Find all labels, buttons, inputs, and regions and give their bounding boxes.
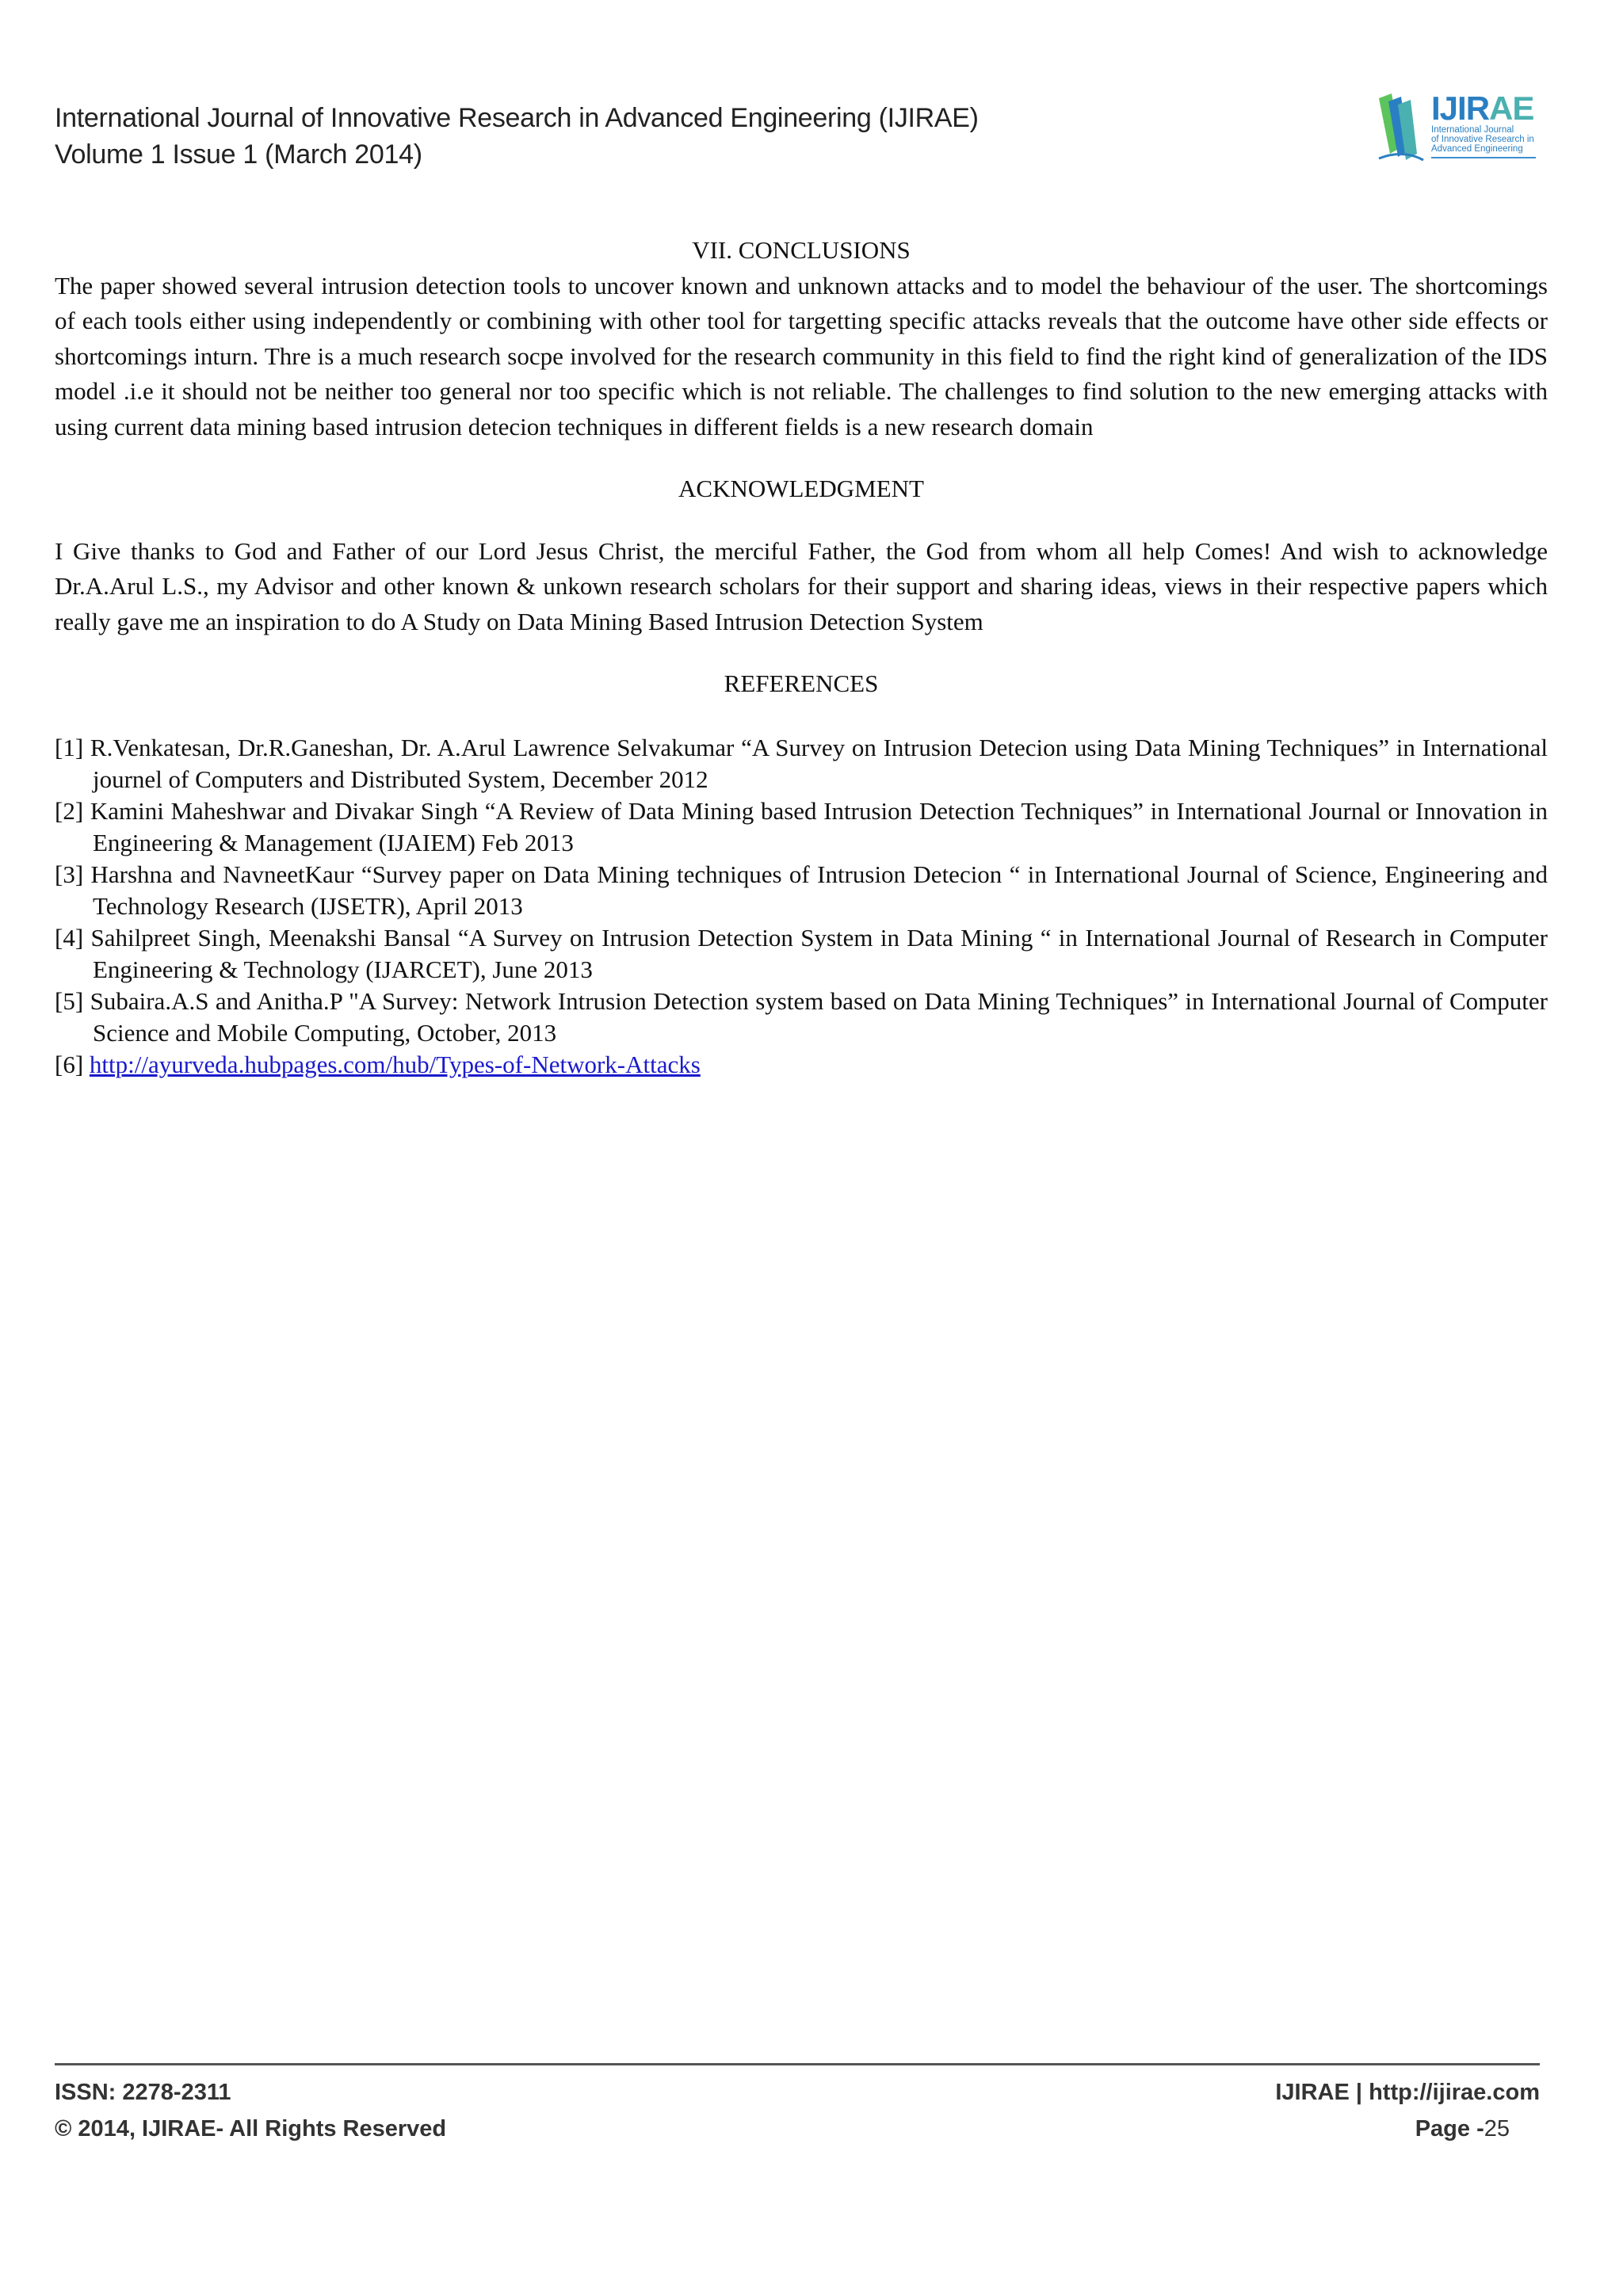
reference-link[interactable]: http://ayurveda.hubpages.com/hub/Types-of-Network-Attacks <box>89 1050 701 1078</box>
spacer <box>55 444 1548 471</box>
footer-right <box>1275 2074 1540 2147</box>
journal-header <box>55 100 979 173</box>
logo-subtitle-line1: International Journal <box>1431 125 1514 135</box>
logo-subtitle-line2: of Innovative Research in <box>1431 135 1534 144</box>
page-content <box>55 233 1548 1081</box>
footer-page <box>1275 2111 1540 2147</box>
reference-list <box>55 732 1548 1081</box>
reference-item-5: [5] Subaira.A.S and Anitha.P "A Survey: Network Intrusion Detection system based on Data Mining Techniques” in International Journal of Computer Science and Mobile Computing, October, 2013 <box>55 986 1548 1047</box>
spacer <box>55 702 1548 732</box>
logo-book-icon <box>1374 90 1430 166</box>
page-label: Page - <box>1415 2116 1484 2142</box>
conclusions-paragraph: The paper showed several intrusion detection tools to uncover known and unknown attacks and to model the behaviour of the user. The shortcomings of each tools either using independently or combining with other tool for targetting specific attacks reveals that the outcome have other side effects or shortcomings inturn. Thre is a much research socpe involved for the research community in this field to find the right kind of generalization of the IDS model .i.e it should not be neither too general nor too specific which is not reliable. The challenges to find solution to the new emerging attacks with using current data mining based intrusion detecion techniques in different fields is a new research domain <box>55 271 1548 441</box>
acknowledgment-paragraph: I Give thanks to God and Father of our Lord Jesus Christ, the merciful Father, the God from whom all help Comes! And wish to acknowledge Dr.A.Arul L.S., my Advisor and other known & unkown research scholars for their support and sharing ideas, views in their respective papers which really gave me an inspiration to do A Study on Data Mining Based Intrusion Detection System <box>55 536 1548 635</box>
footer-issn: ISSN: 2278-2311 <box>55 2080 231 2105</box>
ijirae-logo <box>1374 90 1541 166</box>
logo-underline <box>1431 157 1536 158</box>
reference-item-3: [3] Harshna and NavneetKaur “Survey paper on Data Mining techniques of Intrusion Detecion “ in International Journal of Science, Engineering and Technology Research (IJSETR), April 2013 <box>55 860 1548 920</box>
volume-issue: Volume 1 Issue 1 (March 2014) <box>55 139 422 170</box>
page-number: 25 <box>1484 2116 1510 2142</box>
spacer <box>55 507 1548 534</box>
logo-wordmark-accent: AE <box>1489 90 1534 127</box>
footer-site: IJIRAE | http://ijirae.com <box>1275 2080 1540 2105</box>
conclusions-heading: VII. CONCLUSIONS <box>692 236 911 264</box>
reference-item-1: [1] R.Venkatesan, Dr.R.Ganeshan, Dr. A.Arul Lawrence Selvakumar “A Survey on Intrusion Detecion using Data Mining Techniques” in International journel of Computers and Distributed System, December 2012 <box>55 733 1548 793</box>
footer-divider <box>55 2063 1540 2065</box>
spacer <box>55 639 1548 666</box>
footer-copyright: © 2014, IJIRAE- All Rights Reserved <box>55 2116 447 2142</box>
logo-subtitle <box>1431 125 1542 154</box>
reference-item-2: [2] Kamini Maheshwar and Divakar Singh “A Review of Data Mining based Intrusion Detection Techniques” in International Journal or Innovation in Engineering & Management (IJAIEM) Feb 2013 <box>55 796 1548 856</box>
footer-left <box>55 2074 446 2147</box>
reference-item-4: [4] Sahilpreet Singh, Meenakshi Bansal “A Survey on Intrusion Detection System in Data Mining “ in International Journal of Research in Computer Engineering & Technology (IJARCET), June 2013 <box>55 923 1548 983</box>
acknowledgment-heading: ACKNOWLEDGMENT <box>678 475 924 502</box>
logo-wordmark <box>1431 90 1533 127</box>
journal-title: International Journal of Innovative Research in Advanced Engineering (IJIRAE) <box>55 103 979 133</box>
logo-subtitle-line3: Advanced Engineering <box>1431 144 1523 154</box>
reference-item-6 <box>55 1049 1548 1081</box>
reference-item-6-prefix: [6] <box>55 1050 90 1078</box>
references-heading: REFERENCES <box>724 669 879 697</box>
logo-wordmark-main: IJIR <box>1431 90 1490 127</box>
